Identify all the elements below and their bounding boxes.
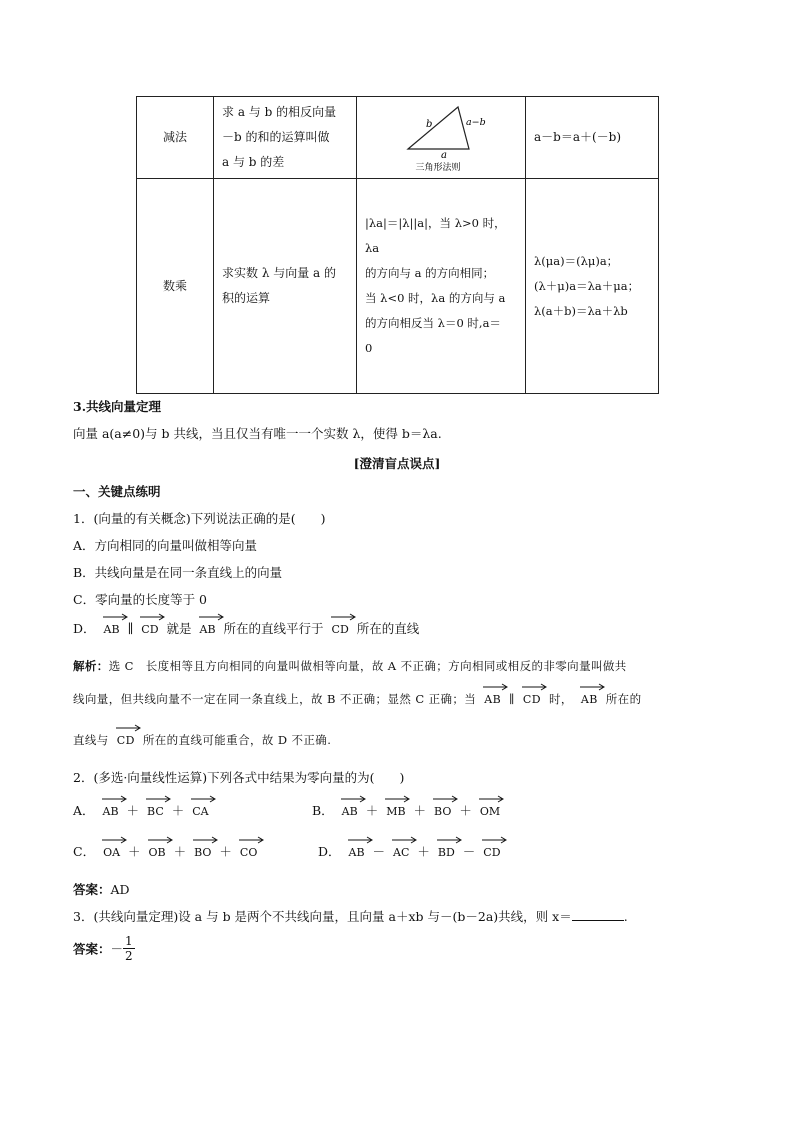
plus-sign: ＋ bbox=[413, 803, 427, 818]
table-row bbox=[137, 179, 659, 394]
table-row bbox=[137, 97, 659, 179]
vector-CD: CD bbox=[332, 613, 349, 636]
q1-option-d bbox=[73, 613, 419, 637]
vector-AC: AC bbox=[393, 836, 409, 859]
vector-OB: OB bbox=[149, 836, 166, 859]
op-name-scalar: 数乘 bbox=[137, 179, 214, 394]
option-letter: A． bbox=[73, 803, 95, 818]
d-text: 就是 bbox=[166, 621, 192, 636]
answer-fraction bbox=[123, 934, 135, 963]
label-a: a bbox=[441, 149, 447, 161]
triangle-rule-diagram bbox=[386, 103, 496, 173]
q1-solution-line3 bbox=[73, 724, 331, 748]
vector-CD: CD bbox=[523, 683, 541, 706]
parallel-sign: ∥ bbox=[127, 621, 134, 636]
vector-AB: AB bbox=[200, 613, 216, 636]
answer-value: AD bbox=[110, 882, 130, 897]
part1-heading: 一、关键点练明 bbox=[73, 484, 161, 499]
solution-text: 时， bbox=[549, 692, 573, 706]
op-meaning-subtraction bbox=[214, 97, 357, 179]
fraction-numerator: 1 bbox=[125, 934, 133, 948]
operations-table bbox=[136, 96, 659, 394]
op-law-scalar bbox=[526, 179, 659, 394]
figure-line: 0 bbox=[365, 341, 373, 355]
solution-text: 所在的直线可能重合，故 D 不正确. bbox=[142, 733, 332, 747]
option-letter: C． bbox=[73, 844, 96, 859]
vector-AB: AB bbox=[349, 836, 365, 859]
vector-AB: AB bbox=[342, 795, 358, 818]
vector-AB: AB bbox=[104, 613, 120, 636]
vector-AB: AB bbox=[103, 795, 119, 818]
minus-sign: － bbox=[372, 844, 386, 859]
plus-sign: ＋ bbox=[365, 803, 379, 818]
vector-CD: CD bbox=[117, 724, 135, 747]
meaning-line: a 与 b 的差 bbox=[222, 155, 285, 169]
option-letter: D． bbox=[318, 844, 341, 859]
parallel-sign: ∥ bbox=[509, 692, 515, 706]
vector-CD: CD bbox=[141, 613, 158, 636]
meaning-line: －b 的和的运算叫做 bbox=[222, 130, 330, 144]
d-text: 所在的直线平行于 bbox=[223, 621, 324, 636]
meaning-line: 求实数 λ 与向量 a 的 bbox=[222, 266, 337, 280]
plus-sign: ＋ bbox=[219, 844, 232, 859]
q1-stem: 1．(向量的有关概念)下列说法正确的是( ) bbox=[73, 511, 326, 526]
figure-line: 的方向相反当 λ＝0 时,a＝ bbox=[365, 316, 501, 330]
option-letter: B． bbox=[312, 803, 334, 818]
answer-label: 答案： bbox=[73, 882, 111, 897]
vector-BC: BC bbox=[147, 795, 164, 818]
figure-line: 当 λ<0 时，λa 的方向与 a bbox=[365, 291, 506, 305]
meaning-line: 求 a 与 b 的相反向量 bbox=[222, 105, 337, 119]
vector-MB: MB bbox=[386, 795, 405, 818]
q3-end: . bbox=[623, 909, 628, 924]
q2-option-d bbox=[318, 836, 505, 860]
figure-line: 的方向与 a 的方向相同； bbox=[365, 266, 495, 280]
vector-BO: BO bbox=[194, 836, 211, 859]
vector-CD: CD bbox=[483, 836, 500, 859]
q2-option-c bbox=[73, 836, 261, 860]
plus-sign: ＋ bbox=[126, 803, 140, 818]
law-line: λ(μa)＝(λμ)a； bbox=[534, 253, 619, 268]
plus-sign: ＋ bbox=[128, 844, 141, 859]
center-heading: [澄清盲点误点] bbox=[353, 456, 441, 471]
answer-sign: － bbox=[110, 941, 124, 957]
q3-answer bbox=[73, 934, 135, 963]
vector-CA: CA bbox=[192, 795, 208, 818]
vector-BD: BD bbox=[438, 836, 455, 859]
vector-AB: AB bbox=[581, 683, 598, 706]
plus-sign: ＋ bbox=[417, 844, 430, 859]
q1-option-b: B．共线向量是在同一条直线上的向量 bbox=[73, 565, 283, 580]
fraction-denominator: 2 bbox=[125, 949, 133, 963]
plus-sign: ＋ bbox=[173, 844, 187, 859]
op-meaning-scalar bbox=[214, 179, 357, 394]
law-line: (λ＋μ)a＝λa＋μa； bbox=[534, 278, 640, 293]
vector-AB: AB bbox=[484, 683, 501, 706]
q3-text: 3．(共线向量定理)设 a 与 b 是两个不共线向量，且向量 a＋xb 与－(b－2a)共线，则 x＝ bbox=[73, 909, 572, 924]
q2-option-a bbox=[73, 795, 213, 819]
option-letter: D． bbox=[73, 621, 96, 636]
figure-line: |λa|＝|λ||a|，当 λ>0 时，λa bbox=[365, 216, 506, 255]
minus-sign: － bbox=[462, 844, 476, 859]
op-figure-subtraction bbox=[357, 97, 526, 179]
label-a-minus-b: a−b bbox=[466, 116, 486, 128]
plus-sign: ＋ bbox=[459, 803, 472, 818]
answer-label: 答案： bbox=[73, 941, 111, 957]
diagram-caption: 三角形法则 bbox=[415, 162, 461, 173]
law-line: λ(a＋b)＝λa＋λb bbox=[534, 303, 628, 318]
answer-blank[interactable] bbox=[572, 908, 624, 921]
vector-OM: OM bbox=[480, 795, 500, 818]
solution-text: 直线与 bbox=[73, 733, 109, 747]
solution-text: 线向量，但共线向量不一定在同一条直线上，故 B 不正确；显然 C 正确；当 bbox=[73, 692, 477, 706]
label-b: b bbox=[426, 118, 433, 130]
q1-solution-line1 bbox=[73, 658, 627, 674]
meaning-line: 积的运算 bbox=[222, 291, 271, 305]
section3-text: 向量 a(a≠0)与 b 共线，当且仅当有唯一一个实数 λ，使得 b＝λa. bbox=[73, 426, 442, 441]
q2-answer bbox=[73, 880, 130, 898]
q1-solution-line2 bbox=[73, 683, 641, 707]
op-figure-scalar bbox=[357, 179, 526, 394]
q3-stem bbox=[73, 907, 628, 925]
solution-text: 选 C 长度相等且方向相同的向量叫做相等向量，故 A 不正确；方向相同或相反的非零向量叫做共 bbox=[108, 659, 627, 673]
op-name-subtraction: 减法 bbox=[137, 97, 214, 179]
op-law-subtraction: a－b＝a＋(－b) bbox=[526, 97, 659, 179]
solution-text: 所在的 bbox=[605, 692, 642, 706]
q2-stem: 2．(多选·向量线性运算)下列各式中结果为零向量的为( ) bbox=[73, 770, 405, 785]
solution-label: 解析： bbox=[73, 659, 109, 673]
vector-OA: OA bbox=[103, 836, 120, 859]
q1-option-c: C．零向量的长度等于 0 bbox=[73, 592, 207, 607]
q1-option-a: A．方向相同的向量叫做相等向量 bbox=[73, 538, 258, 553]
section3-title: 3.共线向量定理 bbox=[73, 399, 162, 414]
vector-BO: BO bbox=[434, 795, 451, 818]
vector-CO: CO bbox=[240, 836, 257, 859]
d-text: 所在的直线 bbox=[356, 621, 420, 636]
q2-option-b bbox=[312, 795, 504, 819]
plus-sign: ＋ bbox=[171, 803, 185, 818]
